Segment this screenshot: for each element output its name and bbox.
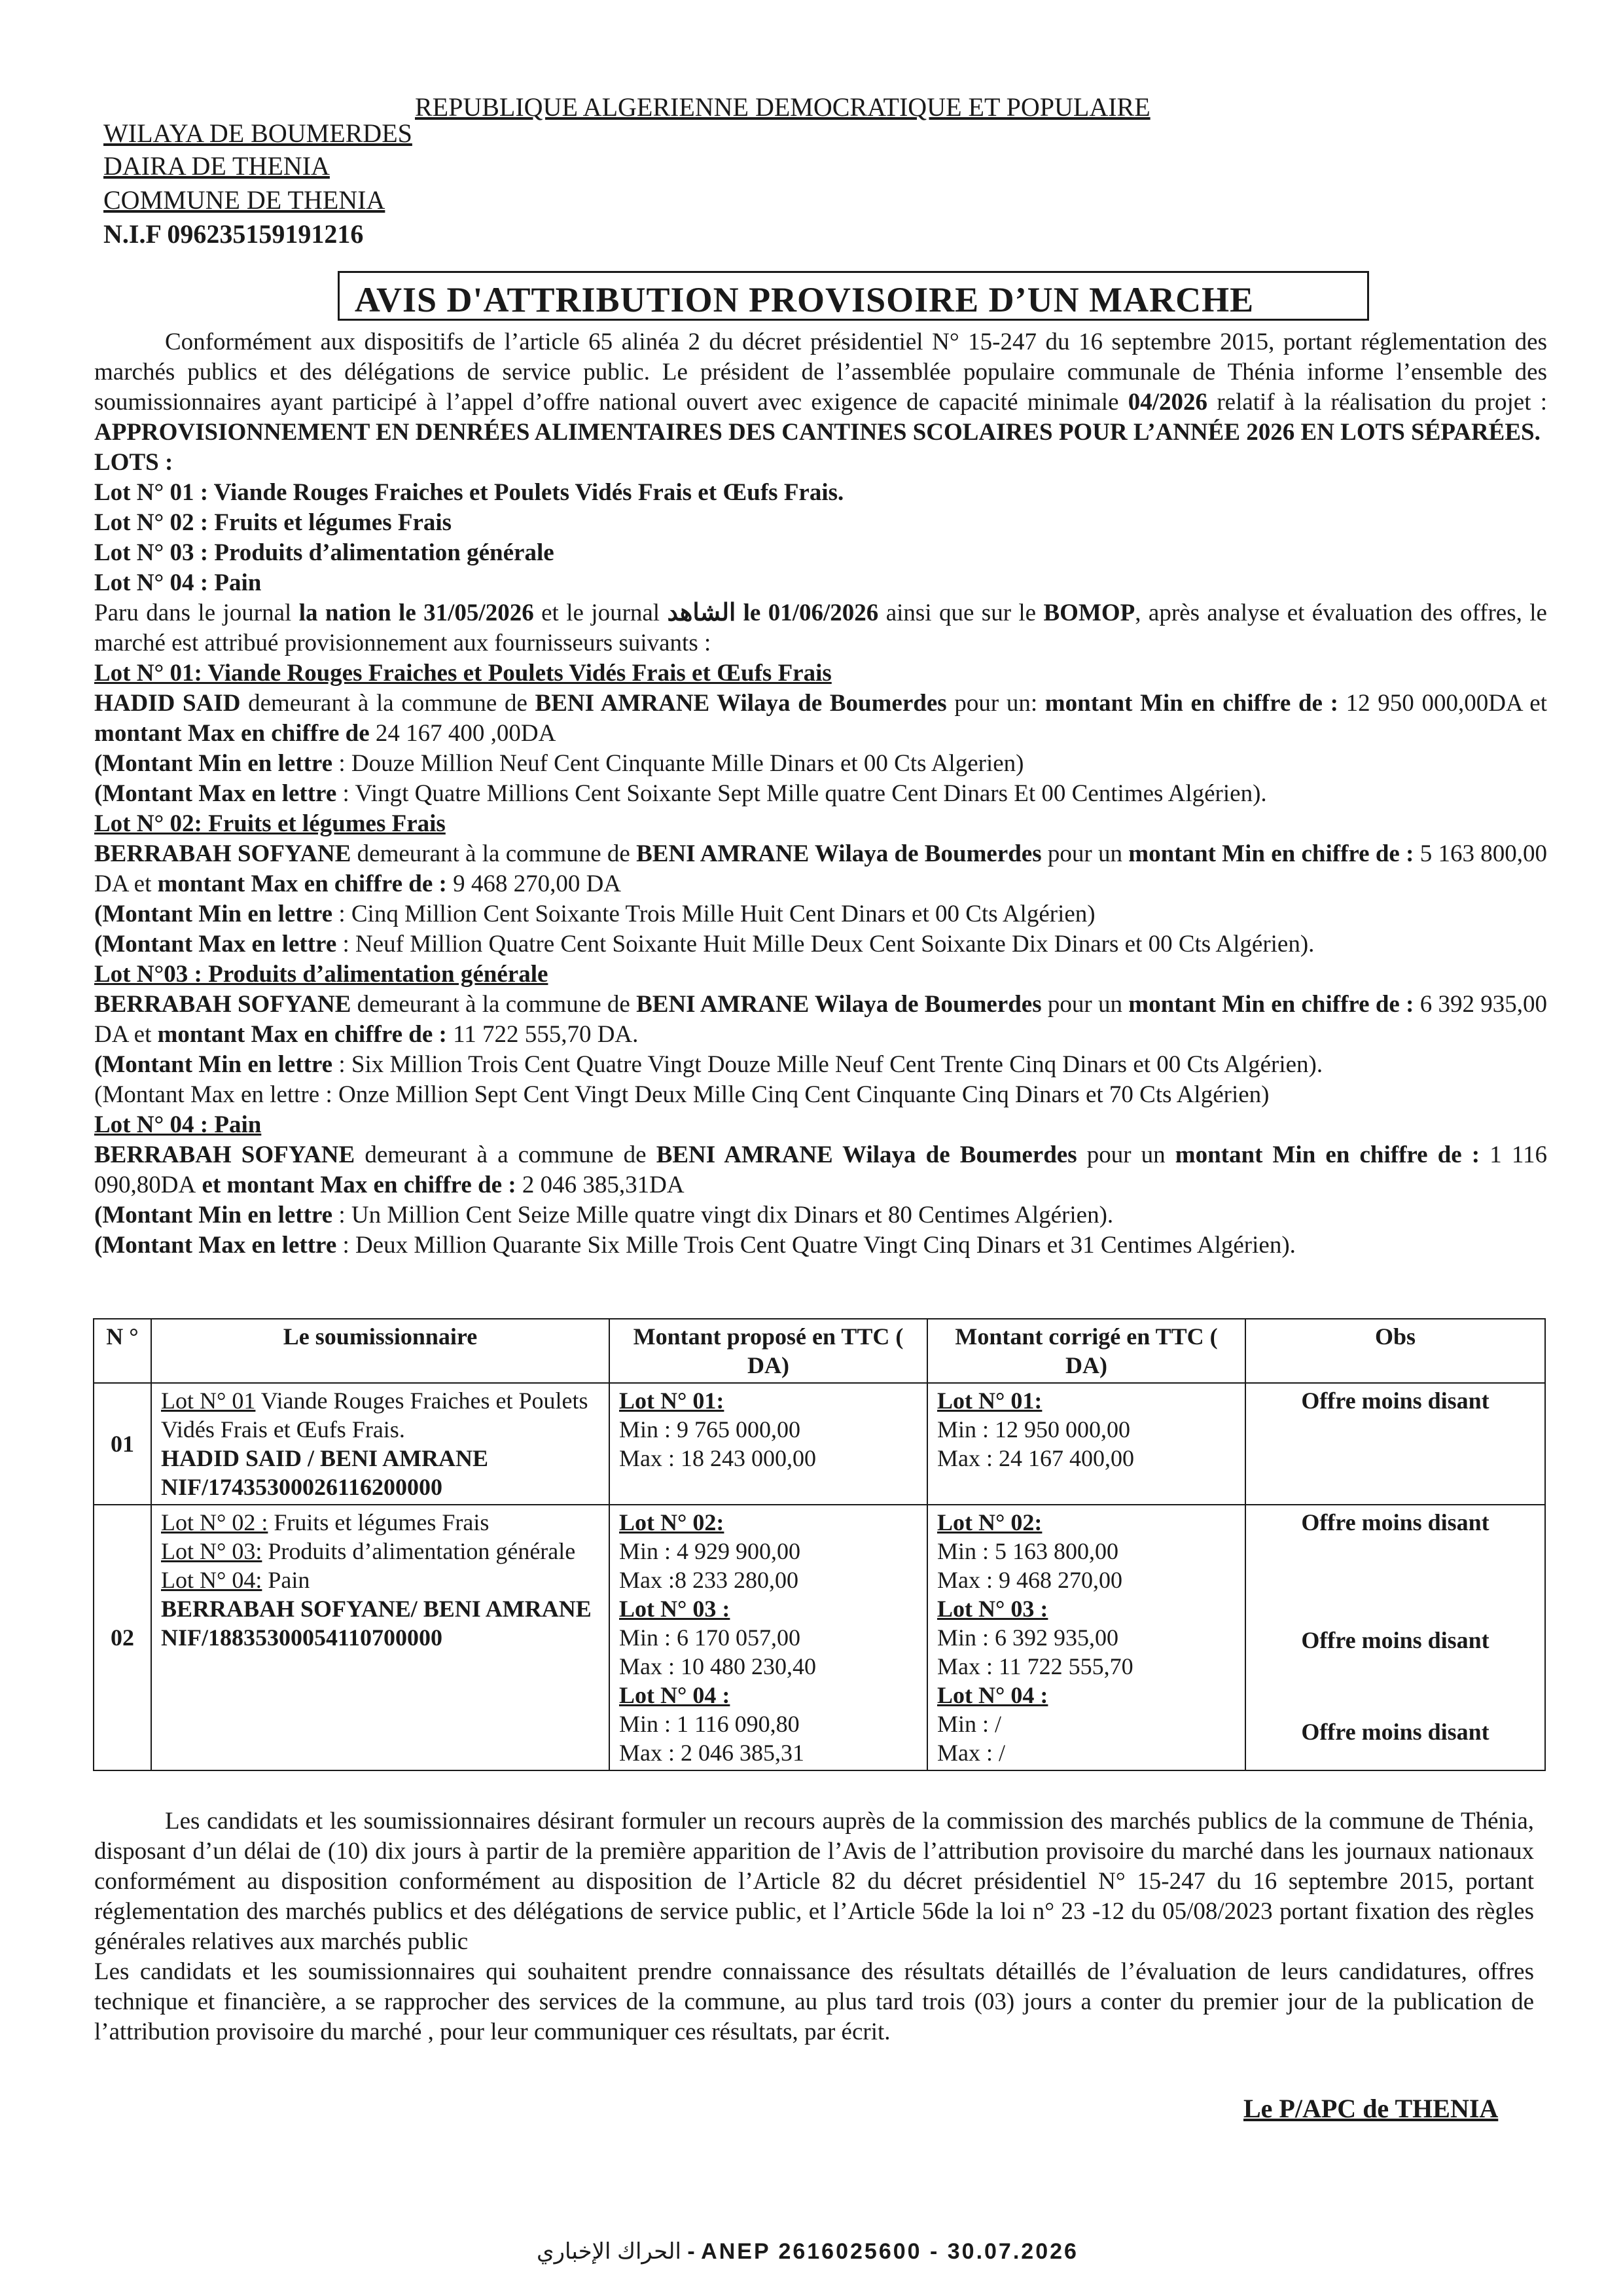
attribution-lot-3: [94, 960, 1547, 1110]
bidder-lot: [161, 1537, 599, 1566]
recours-paragraph: Les candidats et les soumissionnaires désirant formuler un recours auprès de la commission des marchés publics de la commune de Thénia, disposant d’un délai de (10) dix jours à partir de la première apparition de l’Avis de l’attribution provisoire du marché dans les journaux nationaux conformément au disposition conformément au disposition de l’Article 82 du décret présidentiel N° 15-247 du 16 septembre 2015, portant réglementation des marchés publics et des délégations de service public, et l’Article 56de la loi n° 23 -12 du 05/08/2023 portant fixation des règles générales relatives aux marchés public: [94, 1808, 1534, 1955]
max-in-words: [94, 929, 1547, 960]
intro-text: Conformément aux dispositifs de l’article 65 alinéa 2 du décret présidentiel N° 15-247 du 16 septembre 2015, portant réglementation des marchés publics et des délégations de service public. Le président de l’assemblée populaire communale de Thénia informe l’ensemble des soumissionnaires ayant participé à l’appel d’offre national ouvert avec exigence de capacité minimale: [94, 329, 1547, 416]
corrected-cell: [927, 1383, 1245, 1505]
max-value: Max : 9 468 270,00: [937, 1567, 1122, 1593]
min-value: Min : 1 116 090,80: [619, 1711, 800, 1737]
bidder-name: HADID SAID / BENI AMRANE: [161, 1445, 489, 1471]
col-header-corrected: Montant corrigé en TTC ( DA): [927, 1319, 1245, 1383]
lot-desc: Pain: [262, 1567, 310, 1593]
paru-text: ainsi que sur le: [878, 600, 1044, 626]
table-row: [94, 1383, 1545, 1505]
lot-title: Lot N° 03 :: [937, 1596, 1048, 1622]
max-words: : Neuf Million Quatre Cent Soixante Huit Mille Deux Cent Soixante Dix Dinars et 00 Cts Algérien).: [336, 931, 1315, 958]
supplier-name: HADID SAID: [94, 690, 241, 717]
row-number: 02: [94, 1505, 151, 1770]
min-in-words: [94, 899, 1547, 929]
bidder-lot: [161, 1508, 599, 1537]
max-in-words: [94, 779, 1547, 809]
lot-desc: Fruits et légumes Frais: [268, 1509, 490, 1535]
bidder-lot: [161, 1566, 599, 1594]
lot-line: Lot N° 02 : Fruits et légumes Frais: [94, 509, 452, 536]
min-value: Min : 5 163 800,00: [937, 1538, 1119, 1564]
attribution-lot-1: [94, 658, 1547, 809]
max-words: : Deux Million Quarante Six Mille Trois Cent Quatre Vingt Cinq Dinars et 31 Centimes Algérien).: [336, 1232, 1296, 1259]
attribution-table: [93, 1318, 1546, 1771]
min-value: Min : 4 929 900,00: [619, 1538, 801, 1564]
max-words-label: (Montant Max en lettre: [94, 780, 337, 807]
paru-text: Paru dans le journal: [94, 600, 299, 626]
max-value: Max : 18 243 000,00: [619, 1445, 816, 1471]
min-label: montant Min en chiffre de :: [1044, 690, 1346, 717]
paru-text: , après analyse et évaluation des offres, le marché est attribué provisionnement aux fournisseurs suivants :: [94, 600, 1547, 656]
attribution-heading: Lot N° 02: Fruits et légumes Frais: [94, 810, 446, 837]
footer-text: [94, 1806, 1534, 2047]
max-amount: 24 167 400 ,00DA: [375, 720, 556, 747]
lot-title: Lot N° 01:: [937, 1388, 1043, 1414]
tender-ref: 04/2026: [1128, 389, 1208, 416]
lot-desc: Produits d’alimentation générale: [262, 1538, 576, 1564]
max-words-label: (Montant Max en lettre: [94, 1081, 320, 1108]
journal-date: le 01/06/2026: [736, 600, 879, 626]
document-title: AVIS D'ATTRIBUTION PROVISOIRE D’UN MARCHE: [354, 280, 1255, 319]
signature: Le P/APC de THENIA: [1243, 2094, 1499, 2123]
min-value: Min : 6 170 057,00: [619, 1624, 801, 1651]
project-title: APPROVISIONNEMENT EN DENRÉES ALIMENTAIRES DES CANTINES SCOLAIRES POUR L’ANNÉE 2026 EN LOTS SÉPARÉES.: [94, 419, 1541, 446]
lot-title: Lot N° 04 :: [937, 1682, 1048, 1708]
max-in-words: [94, 1230, 1547, 1261]
min-words-label: (Montant Min en lettre: [94, 1202, 333, 1229]
bidder-nif: NIF/18835300054110700000: [161, 1624, 443, 1651]
attribution-details: [94, 1140, 1547, 1200]
journal-name: la nation: [298, 600, 391, 626]
supplier-commune: BENI AMRANE Wilaya de Boumerdes: [636, 991, 1042, 1018]
min-in-words: [94, 1050, 1547, 1080]
commune-label: COMMUNE DE THENIA: [103, 185, 385, 215]
max-value: Max : 11 722 555,70: [937, 1653, 1133, 1679]
republic-heading: REPUBLIQUE ALGERIENNE DEMOCRATIQUE ET POPULAIRE: [415, 92, 1150, 122]
min-value: Min : 9 765 000,00: [619, 1416, 801, 1443]
supplier-name: BERRABAH SOFYANE: [94, 991, 351, 1018]
attribution-text: demeurant à la commune de: [351, 840, 637, 867]
corrected-cell: [927, 1505, 1245, 1770]
supplier-commune: BENI AMRANE Wilaya de Boumerdes: [636, 840, 1042, 867]
lot-title: Lot N° 02:: [937, 1509, 1043, 1535]
proposed-cell: [609, 1383, 927, 1505]
min-value: Min : 6 392 935,00: [937, 1624, 1119, 1651]
lot-title: Lot N° 02 :: [161, 1509, 268, 1535]
lot-title: Lot N° 04:: [161, 1567, 262, 1593]
anep-code: - ANEP 2616025600 - 30.07.2026: [687, 2239, 1079, 2264]
anep-footer: [537, 2238, 1079, 2265]
max-value: Max : 24 167 400,00: [937, 1445, 1134, 1471]
min-label: montant Min en chiffre de :: [1128, 991, 1420, 1018]
max-words: : Onze Million Sept Cent Vingt Deux Mille Cinq Cent Cinquante Cinq Dinars et 70 Cts Algérien): [319, 1081, 1270, 1108]
attribution-lot-4: [94, 1110, 1547, 1261]
attribution-lot-2: [94, 809, 1547, 960]
min-words: : Douze Million Neuf Cent Cinquante Mille Dinars et 00 Cts Algerien): [332, 750, 1024, 777]
min-amount: 12 950 000,00DA: [1346, 690, 1522, 717]
intro-relatif: relatif à la réalisation du projet :: [1207, 389, 1548, 416]
max-label: montant Max en chiffre de :: [157, 870, 454, 897]
max-value: Max : 2 046 385,31: [619, 1740, 804, 1766]
daira-label: DAIRA DE THENIA: [103, 151, 330, 181]
lot-line: Lot N° 03 : Produits d’alimentation générale: [94, 539, 554, 566]
bidder-cell: [151, 1505, 609, 1770]
min-words: : Un Million Cent Seize Mille quatre vingt dix Dinars et 80 Centimes Algérien).: [332, 1202, 1114, 1229]
attribution-text: demeurant à la commune de: [351, 991, 637, 1018]
supplier-commune: BENI AMRANE Wilaya de Boumerdes: [535, 690, 947, 717]
max-amount: 11 722 555,70 DA.: [453, 1021, 639, 1048]
journal-name: الشاهد: [667, 600, 736, 626]
min-value: Min : /: [937, 1711, 1002, 1737]
publication-paragraph: [94, 598, 1547, 658]
bidder-cell: [151, 1383, 609, 1505]
min-amount: 1 116 090,80DA: [94, 1141, 1547, 1198]
lot-line: Lot N° 04 : Pain: [94, 569, 262, 596]
obs-text: Offre moins disant: [1301, 1627, 1489, 1653]
attribution-heading: Lot N° 01: Viande Rouges Fraiches et Poulets Vidés Frais et Œufs Frais: [94, 660, 832, 687]
max-in-words: [94, 1080, 1547, 1110]
col-header-obs: Obs: [1245, 1319, 1545, 1383]
bidder-nif: NIF/17435300026116200000: [161, 1474, 443, 1500]
attribution-details: [94, 689, 1547, 749]
min-words: : Cinq Million Cent Soixante Trois Mille Huit Cent Dinars et 00 Cts Algérien): [332, 901, 1096, 927]
proposed-cell: [609, 1505, 927, 1770]
row-number: 01: [94, 1383, 151, 1505]
max-words-label: (Montant Max en lettre: [94, 931, 337, 958]
attribution-text: demeurant à a commune de: [355, 1141, 656, 1168]
obs-cell: [1245, 1505, 1545, 1770]
resultats-paragraph: Les candidats et les soumissionnaires qui souhaitent prendre connaissance des résultats détaillés de l’évaluation de leurs candidatures, offres technique et financière, a se rapprocher des services de la commune, au plus tard trois (03) jours a conter du premier jour de la publication de l’attribution provisoire du marché , pour leur communiquer ces résultats, par écrit.: [94, 1958, 1534, 2045]
max-words-label: (Montant Max en lettre: [94, 1232, 337, 1259]
attribution-text: et: [1522, 690, 1547, 717]
attribution-heading: Lot N°03 : Produits d’alimentation générale: [94, 961, 548, 988]
attribution-heading: Lot N° 04 : Pain: [94, 1111, 262, 1138]
attribution-text: pour un: [1041, 840, 1129, 867]
max-value: Max : /: [937, 1740, 1005, 1766]
min-in-words: [94, 1200, 1547, 1230]
supplier-name: BERRABAH SOFYANE: [94, 1141, 355, 1168]
attribution-details: [94, 839, 1547, 899]
attribution-text: et: [128, 1021, 158, 1048]
supplier-name: BERRABAH SOFYANE: [94, 840, 351, 867]
table-header-row: [94, 1319, 1545, 1383]
lot-title: Lot N° 01:: [619, 1388, 724, 1414]
attribution-text: et: [128, 870, 158, 897]
journal-date: le 31/05/2026: [391, 600, 534, 626]
obs-cell: Offre moins disant: [1245, 1383, 1545, 1505]
lot-title: Lot N° 03 :: [619, 1596, 730, 1622]
min-words: : Six Million Trois Cent Quatre Vingt Douze Mille Neuf Cent Trente Cinq Dinars et 00 Cts Algérien).: [332, 1051, 1323, 1078]
nif-label: N.I.F 096235159191216: [103, 219, 364, 249]
bomop-label: BOMOP: [1043, 600, 1135, 626]
max-label: montant Max en chiffre de :: [226, 1172, 522, 1198]
newspaper-name: الحراك الإخباري: [537, 2239, 681, 2264]
min-in-words: [94, 749, 1547, 779]
supplier-commune: BENI AMRANE Wilaya de Boumerdes: [656, 1141, 1077, 1168]
min-words-label: (Montant Min en lettre: [94, 901, 333, 927]
min-words-label: (Montant Min en lettre: [94, 750, 333, 777]
attribution-text: demeurant à la commune de: [240, 690, 535, 717]
max-value: Max :8 233 280,00: [619, 1567, 798, 1593]
paru-text: et le journal: [533, 600, 668, 626]
lots-label: LOTS :: [94, 449, 173, 476]
attribution-text: pour un: [1077, 1141, 1175, 1168]
max-label: montant Max en chiffre de :: [157, 1021, 454, 1048]
col-header-number: N °: [94, 1319, 151, 1383]
attribution-details: [94, 990, 1547, 1050]
table-row: [94, 1505, 1545, 1770]
min-amount: 5 163 800,00 DA: [94, 840, 1548, 897]
intro-paragraph: [94, 327, 1547, 448]
bidder-name: BERRABAH SOFYANE/ BENI AMRANE: [161, 1596, 592, 1622]
max-words: : Vingt Quatre Millions Cent Soixante Sept Mille quatre Cent Dinars Et 00 Centimes Algérien).: [336, 780, 1267, 807]
min-label: montant Min en chiffre de :: [1175, 1141, 1490, 1168]
attribution-text: pour un: [1041, 991, 1129, 1018]
max-value: Max : 10 480 230,40: [619, 1653, 816, 1679]
document-body: [94, 327, 1547, 1261]
max-label: montant Max en chiffre de: [94, 720, 376, 747]
lot-title: Lot N° 04 :: [619, 1682, 730, 1708]
lot-title: Lot N° 01: [161, 1388, 256, 1414]
min-amount: 6 392 935,00 DA: [94, 991, 1548, 1048]
attribution-text: et: [196, 1172, 227, 1198]
max-amount: 2 046 385,31DA: [522, 1172, 685, 1198]
min-label: montant Min en chiffre de :: [1128, 840, 1420, 867]
obs-text: Offre moins disant: [1301, 1509, 1489, 1535]
obs-text: Offre moins disant: [1301, 1719, 1489, 1745]
max-amount: 9 468 270,00 DA: [453, 870, 622, 897]
lot-title: Lot N° 02:: [619, 1509, 724, 1535]
wilaya-label: WILAYA DE BOUMERDES: [103, 118, 412, 148]
bidder-lot: [161, 1386, 599, 1444]
min-words-label: (Montant Min en lettre: [94, 1051, 333, 1078]
min-value: Min : 12 950 000,00: [937, 1416, 1131, 1443]
col-header-bidder: Le soumissionnaire: [151, 1319, 609, 1383]
lot-line: Lot N° 01 : Viande Rouges Fraiches et Poulets Vidés Frais et Œufs Frais.: [94, 479, 844, 506]
col-header-proposed: Montant proposé en TTC ( DA): [609, 1319, 927, 1383]
lot-title: Lot N° 03:: [161, 1538, 262, 1564]
attribution-text: pour un:: [946, 690, 1045, 717]
title-box: [338, 271, 1369, 321]
lot-desc: Viande Rouges Fraiches et Poulets Vidés Frais et Œufs Frais.: [161, 1388, 588, 1443]
